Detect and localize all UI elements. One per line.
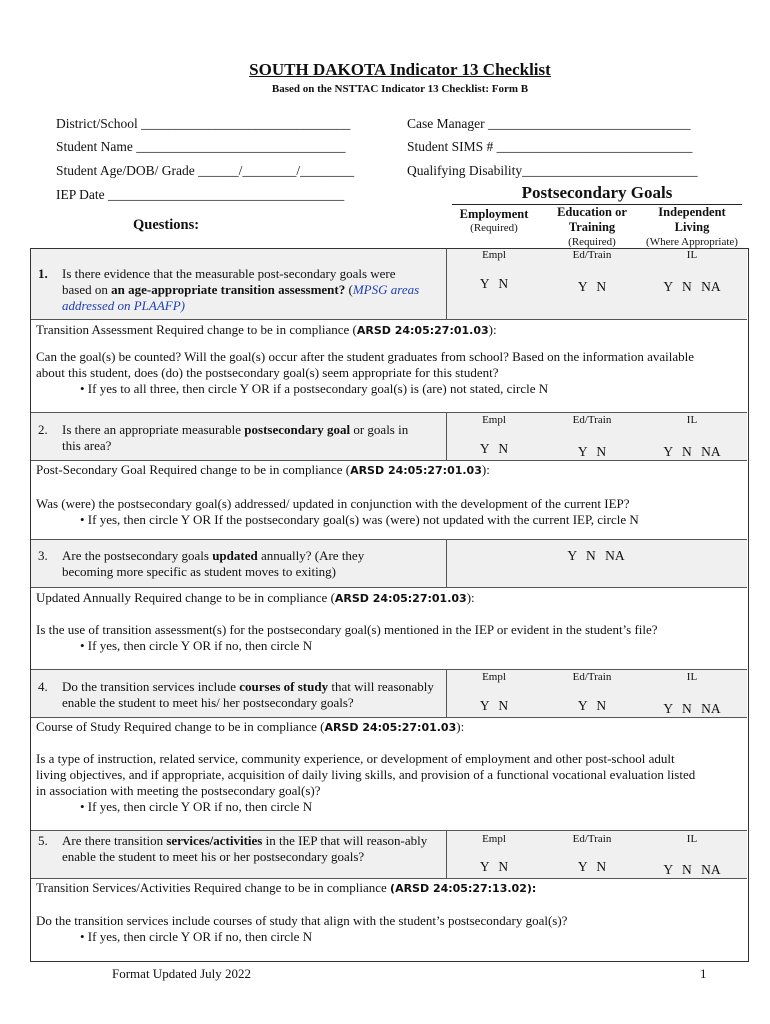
q2-requirement: Post-Secondary Goal Required change to be in compliance (ARSD 24:05:27:01.03):	[36, 462, 490, 477]
district-field[interactable]: District/School _______________________________	[56, 116, 351, 131]
divider	[31, 878, 747, 879]
page-number: 1	[700, 966, 707, 981]
q1-il-label: IL	[686, 249, 698, 261]
q5-guidance: Do the transition services include courses of study that align with the student’s postsecondary goal(s)? • If yes, then circle Y OR if no, then circle N	[36, 913, 568, 944]
q3-question: Are the postsecondary goals updated annually? (Are they becoming more specific as student moves to exiting)	[62, 548, 365, 579]
q2-number: 2.	[38, 422, 48, 437]
divider	[31, 717, 747, 718]
q4-edtrain-yn[interactable]: Y N	[577, 698, 607, 713]
q2-guidance: Was (were) the postsecondary goal(s) addressed/ updated in conjunction with the development of the current IEP? • If yes, then circle Y OR If the postsecondary goal(s) was (were) not updated with the current IEP, circle N	[36, 496, 639, 527]
iep-date-field[interactable]: IEP Date ___________________________________	[56, 187, 345, 202]
student-sims-field[interactable]: Student SIMS # _____________________________	[407, 139, 693, 154]
questions-label: Questions:	[133, 217, 200, 233]
q4-requirement: Course of Study Required change to be in compliance (ARSD 24:05:27:01.03):	[36, 719, 465, 734]
q1-empl-label: Empl	[482, 249, 506, 261]
q3-number: 3.	[38, 548, 48, 563]
education-header: Education or	[557, 205, 627, 219]
employment-header: Employment	[459, 207, 529, 221]
q5-il-yn[interactable]: Y N NA	[663, 862, 721, 877]
independent-header: Independent	[658, 205, 726, 219]
q2-il-label: IL	[686, 414, 698, 426]
divider	[31, 319, 747, 320]
postsecondary-goals-heading: Postsecondary Goals	[452, 183, 742, 205]
q3-requirement: Updated Annually Required change to be in compliance (ARSD 24:05:27:01.03):	[36, 590, 475, 605]
divider	[31, 669, 747, 670]
page-subtitle: Based on the NSTTAC Indicator 13 Checklist: Form B	[271, 83, 529, 95]
q2-empl-yn[interactable]: Y N	[479, 441, 509, 456]
q4-guidance: Is a type of instruction, related service, community experience, or development of employment and other post-school adult living objectives, and if appropriate, acquisition of daily living skills, and provision of a functional vocational evaluation listed in association with meeting the postsecondary goal(s)? • If yes, then circle Y OR if no, then circle N	[36, 751, 696, 814]
q2-question: Is there an appropriate measurable postsecondary goal or goals in this area?	[62, 422, 409, 453]
q5-empl-label: Empl	[482, 833, 506, 845]
column-divider	[446, 669, 447, 717]
q2-edtrain-yn[interactable]: Y N	[577, 444, 607, 459]
q2-il-yn[interactable]: Y N NA	[663, 444, 721, 459]
student-name-field[interactable]: Student Name _______________________________	[56, 139, 346, 154]
case-manager-field[interactable]: Case Manager ______________________________	[407, 116, 691, 131]
q5-question: Are there transition services/activities in the IEP that will reason-ably enable the student to meet his or her postsecondary goals?	[62, 833, 428, 864]
q4-il-yn[interactable]: Y N NA	[663, 701, 721, 716]
divider	[31, 460, 747, 461]
q1-guidance: Can the goal(s) be counted? Will the goal(s) occur after the student graduates from school? Based on the information available about this student, does (do) the postsecondary goal(s) seem appropriate for this student? • If yes to all three, then circle Y OR if a postsecondary goal(s) is (are) not stated, circle N	[36, 349, 695, 396]
q5-edtrain-label: Ed/Train	[572, 833, 612, 845]
q1-edtrain-yn[interactable]: Y N	[577, 279, 607, 294]
q1-question: Is there evidence that the measurable post-secondary goals were based on an age-appropriate transition assessment? (MPSG areas addressed on PLAAFP)	[62, 266, 420, 313]
q5-requirement: Transition Services/Activities Required change to be in compliance (ARSD 24:05:27:13.02):	[36, 880, 537, 895]
training-header: Training	[568, 220, 616, 234]
living-header: Living	[674, 220, 710, 234]
divider	[31, 539, 747, 540]
q3-yn[interactable]: Y N NA	[567, 548, 625, 563]
q4-il-label: IL	[686, 671, 698, 683]
q1-edtrain-label: Ed/Train	[572, 249, 612, 261]
divider	[31, 412, 747, 413]
q3-guidance: Is the use of transition assessment(s) for the postsecondary goal(s) mentioned in the IEP or evident in the student’s file? • If yes, then circle Y OR if no, then circle N	[36, 622, 658, 653]
independent-where-appropriate: (Where Appropriate)	[646, 236, 738, 248]
q5-number: 5.	[38, 833, 48, 848]
student-age-field[interactable]: Student Age/DOB/ Grade ______/________/________	[56, 163, 355, 178]
q1-il-yn[interactable]: Y N NA	[663, 279, 721, 294]
q5-il-label: IL	[686, 833, 698, 845]
divider	[31, 587, 747, 588]
q1-requirement: Transition Assessment Required change to be in compliance (ARSD 24:05:27:01.03):	[36, 322, 497, 337]
q5-empl-yn[interactable]: Y N	[479, 859, 509, 874]
column-divider	[446, 249, 447, 319]
column-divider	[446, 830, 447, 878]
divider	[31, 830, 747, 831]
q4-question: Do the transition services include courses of study that will reasonably enable the student to meet his/ her postsecondary goals?	[62, 679, 434, 710]
format-updated: Format Updated July 2022	[112, 966, 252, 981]
education-required: (Required)	[568, 236, 616, 248]
q5-edtrain-yn[interactable]: Y N	[577, 859, 607, 874]
page-title: SOUTH DAKOTA Indicator 13 Checklist	[249, 60, 551, 79]
q4-number: 4.	[38, 679, 48, 694]
q4-empl-label: Empl	[482, 671, 506, 683]
qualifying-disability-field[interactable]: Qualifying Disability__________________________	[407, 163, 698, 178]
q2-empl-label: Empl	[482, 414, 506, 426]
employment-required: (Required)	[470, 222, 518, 234]
q1-number: 1.	[38, 266, 48, 281]
column-divider	[446, 412, 447, 460]
q2-edtrain-label: Ed/Train	[572, 414, 612, 426]
q4-edtrain-label: Ed/Train	[572, 671, 612, 683]
q4-empl-yn[interactable]: Y N	[479, 698, 509, 713]
q1-empl-yn[interactable]: Y N	[479, 276, 509, 291]
